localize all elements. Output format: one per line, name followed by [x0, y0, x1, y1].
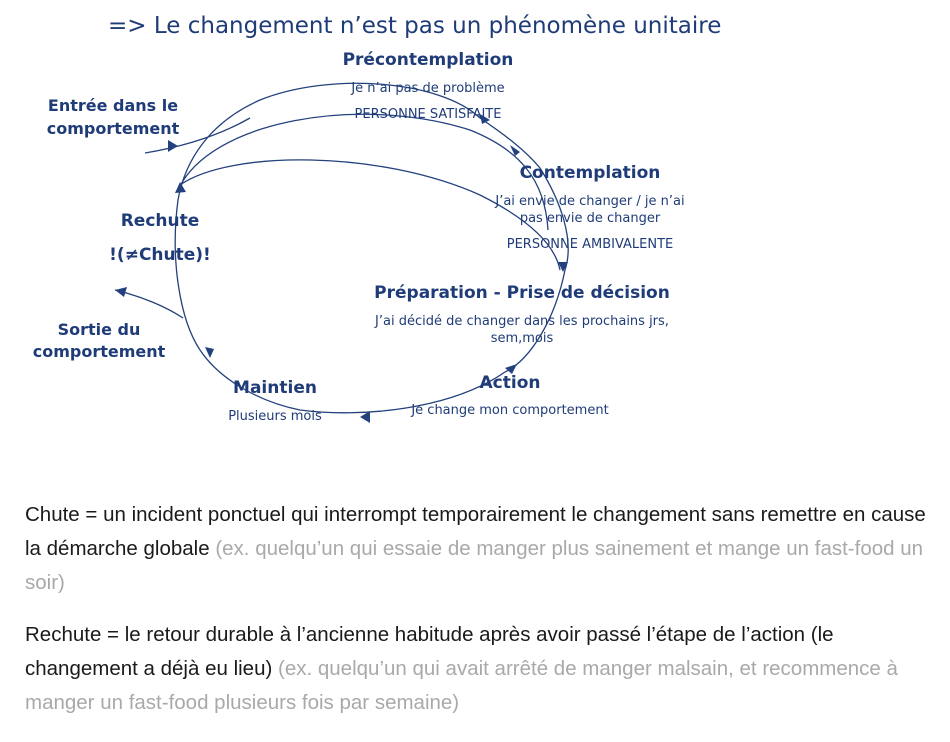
entry-label-1: Entrée dans le: [47, 96, 179, 115]
definition-chute-text: Chute = un incident ponctuel qui interrompt temporairement le changement sans remettre en cause la démarche globale: [25, 503, 926, 560]
exit-label-1: Sortie du: [57, 320, 141, 339]
stage-preparation-desc-2: sem,mois: [490, 331, 554, 346]
stage-action-label: Action: [479, 373, 541, 393]
stage-precontemplation-desc: Je n’ai pas de problème: [351, 81, 505, 96]
definition-rechute-text: Rechute = le retour durable à l’ancienne habitude après avoir passé l’étape de l’action (le changement a déjà eu lieu): [25, 623, 834, 680]
exit-label-2: comportement: [32, 342, 166, 361]
stage-rechute-note: !(≠Chute)!: [109, 245, 211, 265]
definition-chute: [25, 498, 940, 600]
stage-maintien-label: Maintien: [233, 378, 317, 398]
stage-contemplation-person: PERSONNE AMBIVALENTE: [506, 237, 674, 252]
stage-precontemplation-label: Précontemplation: [342, 50, 514, 70]
stage-rechute-label: Rechute: [120, 211, 200, 231]
stage-contemplation-desc-2: pas envie de changer: [519, 211, 661, 226]
stage-preparation-label: Préparation - Prise de décision: [374, 283, 670, 303]
stage-action-desc: Je change mon comportement: [411, 403, 609, 418]
stage-contemplation-desc-1: J’ai envie de changer / je n’ai: [495, 194, 685, 209]
definition-chute-example: (ex. quelqu’un qui essaie de manger plus sainement et mange un fast-food un soir): [25, 537, 924, 594]
stage-preparation-desc-1: J’ai décidé de changer dans les prochains jrs,: [375, 314, 669, 329]
stage-contemplation-label: Contemplation: [519, 163, 661, 183]
stage-maintien-desc: Plusieurs mois: [228, 409, 322, 424]
definition-rechute: [25, 618, 940, 720]
stage-precontemplation-person: PERSONNE SATISFAITE: [354, 107, 502, 122]
entry-label-2: comportement: [46, 119, 180, 138]
diagram-title: => Le changement n’est pas un phénomène unitaire: [108, 13, 722, 39]
definition-rechute-example: (ex. quelqu’un qui avait arrêté de manger malsain, et recommence à manger un fast-food plusieurs fois par semaine): [25, 657, 898, 714]
